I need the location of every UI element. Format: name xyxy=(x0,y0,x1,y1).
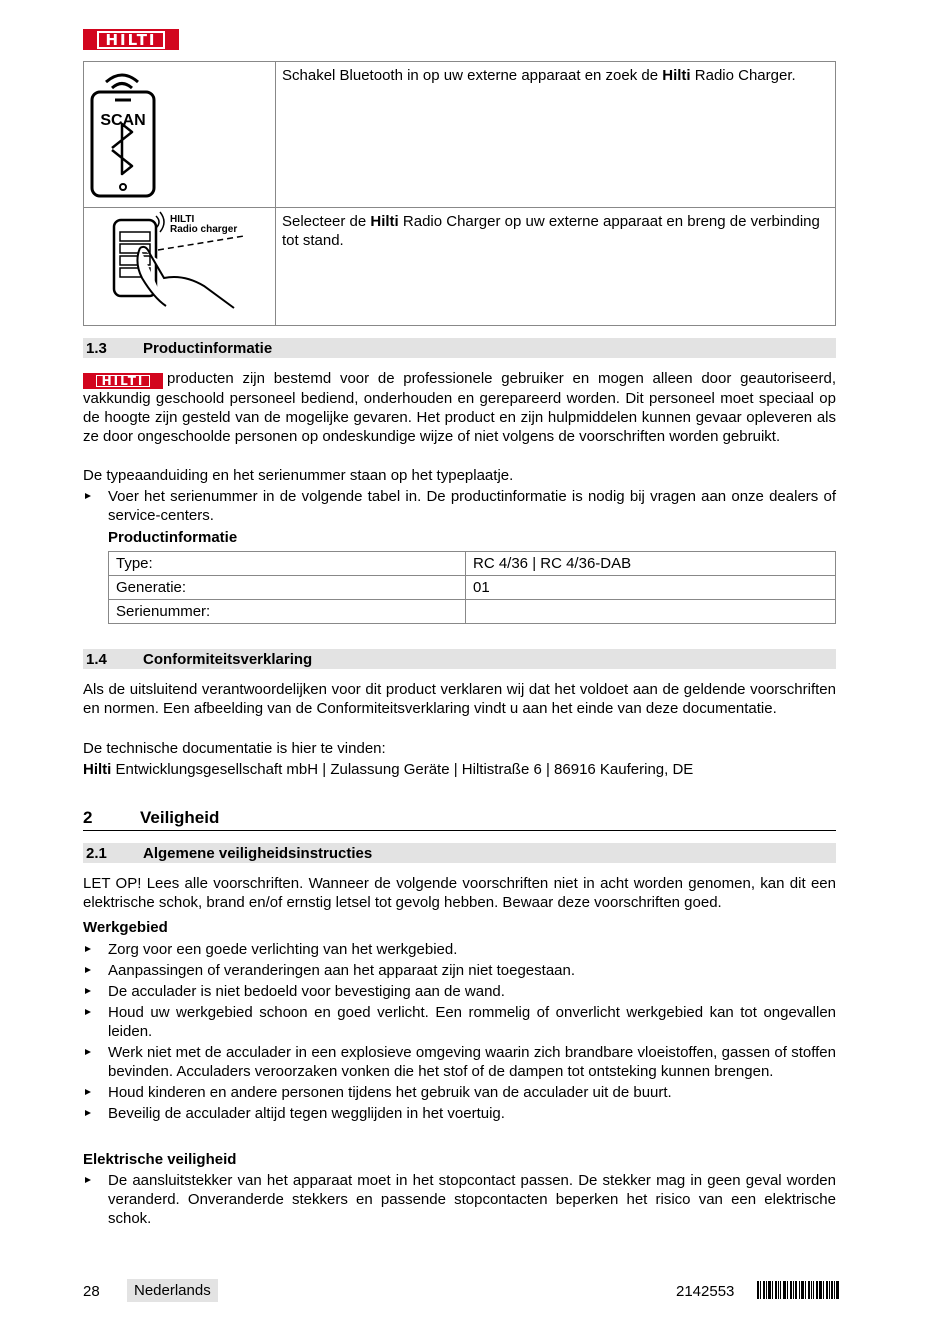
step-image-cell xyxy=(84,208,276,326)
serial-bullet: Voer het serienummer in de volgende tabel in. De productinformatie is nodig bij vragen aan onze dealers of service-centers. xyxy=(83,487,836,525)
werkgebied-heading: Werkgebied xyxy=(83,919,168,936)
document-number: 2142553 xyxy=(676,1283,735,1300)
address-brand: Hilti xyxy=(83,761,112,778)
section-title: Conformiteitsverklaring xyxy=(143,650,313,668)
step-row xyxy=(84,208,836,326)
hilti-logo xyxy=(83,29,179,50)
hilti-device-label: HILTI xyxy=(170,214,195,225)
section-header-1-3 xyxy=(83,338,836,358)
section-number: 1.3 xyxy=(86,339,107,357)
company-address xyxy=(83,760,836,779)
table-cell-value: 01 xyxy=(466,576,836,600)
phone-select-device-icon xyxy=(84,208,275,320)
table-cell-label: Type: xyxy=(109,552,466,576)
table-row xyxy=(109,576,836,600)
list-item: Houd kinderen en andere personen tijdens het gebruik van de acculader uit de buurt. xyxy=(83,1083,836,1102)
hilti-inline-logo xyxy=(83,373,163,389)
list-item: Zorg voor een goede verlichting van het werkgebied. xyxy=(83,940,836,959)
step-image-cell xyxy=(84,62,276,208)
product-intro-text: producten zijn bestemd voor de professionele gebruiker en mogen alleen door geautoriseerd, vakkundig geschoold personeel bediend, onderhouden en gerepareerd worden. Dit personeel moet speciaal op de hoogte zijn gesteld van de mogelijke gevaren. Het product en zijn hulpmiddelen kunnen gevaar opleveren als ze door ongeschoolde personen op ondeskundige wijze of niet volgens de voorschriften worden gebruikt. xyxy=(83,370,836,445)
table-cell-value: RC 4/36 | RC 4/36-DAB xyxy=(466,552,836,576)
section-title: Productinformatie xyxy=(143,339,273,357)
step-text-brand: Hilti xyxy=(662,67,691,84)
elektrisch-list xyxy=(83,1171,836,1228)
elektrisch-heading: Elektrische veiligheid xyxy=(83,1151,237,1168)
type-note: De typeaanduiding en het serienummer staan op het typeplaatje. xyxy=(83,467,514,484)
step-text-brand: Hilti xyxy=(370,213,399,230)
table-row xyxy=(109,600,836,624)
section-number: 1.4 xyxy=(86,650,107,668)
product-info-table xyxy=(108,551,836,624)
tech-doc-note: De technische documentatie is hier te vinden: xyxy=(83,740,386,757)
radio-charger-device-label: Radio charger xyxy=(170,224,238,235)
step-text-part: Schakel Bluetooth in op uw externe apparaat en zoek de xyxy=(282,67,663,84)
list-item: De acculader is niet bedoeld voor bevestiging aan de wand. xyxy=(83,982,836,1001)
hilti-inline-logo-text: HILTI xyxy=(96,375,151,387)
safety-warning: LET OP! Lees alle voorschriften. Wanneer de volgende voorschriften niet in acht worden genomen, kan dit een elektrische schok, brand en/of ernstig letsel tot gevolg hebben. Bewaar deze voorschriften goed. xyxy=(83,875,836,911)
product-table-caption: Productinformatie xyxy=(108,529,238,546)
list-item: De aansluitstekker van het apparaat moet in het stopcontact passen. De stekker mag in geen geval worden veranderd. Onveranderde stekkers en passende stopcontacten beperken het risico van een elektrische schok. xyxy=(83,1171,836,1228)
step-text-part: Selecteer de xyxy=(282,213,371,230)
list-item: Houd uw werkgebied schoon en goed verlicht. Een rommelig of onverlicht werkgebied kan tot ongevallen leiden. xyxy=(83,1003,836,1041)
scan-label: SCAN xyxy=(100,112,146,129)
product-intro xyxy=(83,369,836,446)
chapter-heading-2 xyxy=(83,806,836,831)
section-header-1-4 xyxy=(83,649,836,669)
table-row xyxy=(109,552,836,576)
address-text: Entwicklungsgesellschaft mbH | Zulassung Geräte | Hiltistraße 6 | 86916 Kaufering, DE xyxy=(111,761,694,778)
step-text xyxy=(276,208,835,254)
table-cell-label: Serienummer: xyxy=(109,600,466,624)
list-item: Aanpassingen of veranderingen aan het apparaat zijn niet toegestaan. xyxy=(83,961,836,980)
step-text-part: Radio Charger op uw externe apparaat en breng de verbinding tot stand. xyxy=(282,213,820,249)
werkgebied-list xyxy=(83,940,836,1125)
table-cell-label: Generatie: xyxy=(109,576,466,600)
step-text xyxy=(276,62,835,89)
step-row xyxy=(84,62,836,208)
step-text-cell xyxy=(276,62,836,208)
page-number: 28 xyxy=(83,1283,100,1300)
list-item: Werk niet met de acculader in een explosieve omgeving waarin zich brandbare vloeistoffen, gassen of stoffen bevinden. Acculaders veroorzaken vonken die het stof of de dampen tot ontsteking kunnen brengen. xyxy=(83,1043,836,1081)
section-title: Algemene veiligheidsinstructies xyxy=(143,844,373,862)
conformity-paragraph: Als de uitsluitend verantwoordelijken voor dit product verklaren wij dat het voldoet aan de geldende voorschriften en normen. Een afbeelding van de Conformiteitsverklaring vindt u aan het einde van deze documentatie. xyxy=(83,681,836,717)
chapter-title: Veiligheid xyxy=(140,808,220,827)
barcode-icon xyxy=(757,1281,839,1299)
chapter-number: 2 xyxy=(83,808,93,827)
step-text-part: Radio Charger. xyxy=(690,67,796,84)
step-text-cell xyxy=(276,208,836,326)
steps-table xyxy=(83,61,836,326)
section-header-2-1 xyxy=(83,843,836,863)
serial-number-field[interactable] xyxy=(466,600,836,624)
section-number: 2.1 xyxy=(86,844,107,862)
phone-bluetooth-scan-icon xyxy=(84,62,275,202)
language-badge: Nederlands xyxy=(127,1279,218,1302)
hilti-logo-text: HILTI xyxy=(97,31,164,49)
list-item: Beveilig de acculader altijd tegen wegglijden in het voertuig. xyxy=(83,1104,836,1123)
